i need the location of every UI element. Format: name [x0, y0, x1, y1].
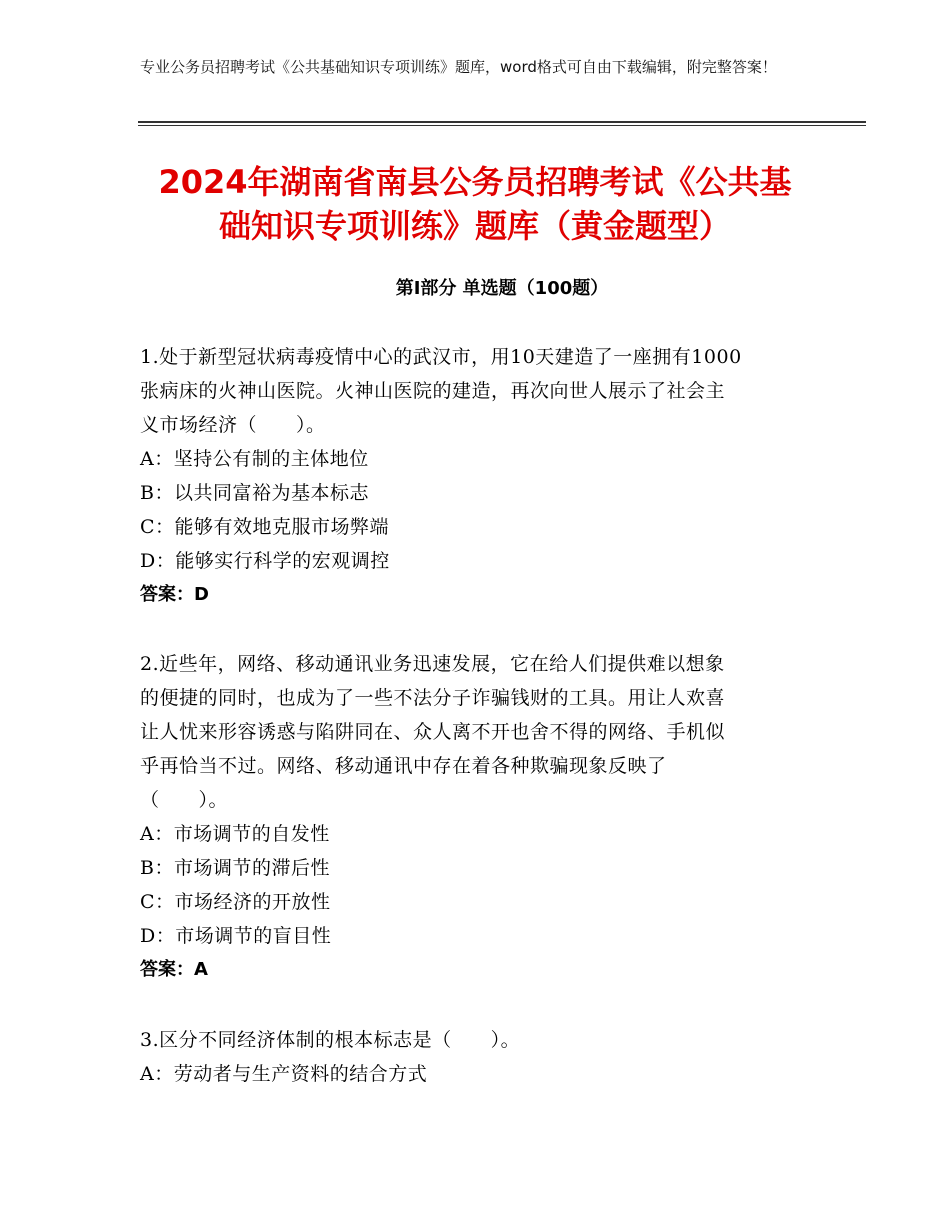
header-rule-thick	[138, 121, 866, 123]
document-title	[120, 160, 830, 248]
stem-line: 1.处于新型冠状病毒疫情中心的武汉市，用10天建造了一座拥有1000	[140, 346, 742, 368]
stem-line: 的便捷的同时，也成为了一些不法分子诈骗钱财的工具。用让人欢喜	[140, 687, 726, 709]
stem-line: 义市场经济（ ）。	[140, 414, 326, 436]
option-d: D：能够实行科学的宏观调控	[140, 550, 390, 572]
option-c: C：能够有效地克服市场弊端	[140, 516, 390, 538]
section-heading: 第Ⅰ部分 单选题（100题）	[395, 278, 609, 299]
stem-line: 乎再恰当不过。网络、移动通讯中存在着各种欺骗现象反映了	[140, 755, 667, 777]
header-rule-thin	[138, 125, 866, 126]
option-a: A：坚持公有制的主体地位	[140, 448, 369, 470]
option-a: A：市场调节的自发性	[140, 823, 330, 845]
stem-line: 张病床的火神山医院。火神山医院的建造，再次向世人展示了社会主	[140, 380, 726, 402]
stem-line: 3.区分不同经济体制的根本标志是（ ）。	[140, 1029, 521, 1051]
question-1	[140, 340, 820, 612]
answer: 答案：A	[140, 959, 208, 980]
question-3	[140, 1023, 820, 1091]
title-line-2: 础知识专项训练》题库（黄金题型）	[218, 207, 731, 245]
stem-line: 让人忧来形容诱惑与陷阱同在、众人离不开也舍不得的网络、手机似	[140, 721, 726, 743]
stem-line: 2.近些年，网络、移动通讯业务迅速发展，它在给人们提供难以想象	[140, 653, 725, 675]
option-c: C：市场经济的开放性	[140, 891, 331, 913]
option-b: B：市场调节的滞后性	[140, 857, 330, 879]
title-line-1: 2024年湖南省南县公务员招聘考试《公共基	[158, 163, 792, 201]
option-a: A：劳动者与生产资料的结合方式	[140, 1063, 428, 1085]
answer: 答案：D	[140, 584, 209, 605]
option-d: D：市场调节的盲目性	[140, 925, 332, 947]
question-stem	[140, 647, 820, 817]
question-stem	[140, 340, 820, 442]
question-stem	[140, 1023, 820, 1057]
option-b: B：以共同富裕为基本标志	[140, 482, 369, 504]
stem-line: （ ）。	[140, 789, 229, 811]
header-note: 专业公务员招聘考试《公共基础知识专项训练》题库，word格式可自由下载编辑，附完整答案！	[140, 58, 777, 76]
question-2	[140, 647, 820, 987]
